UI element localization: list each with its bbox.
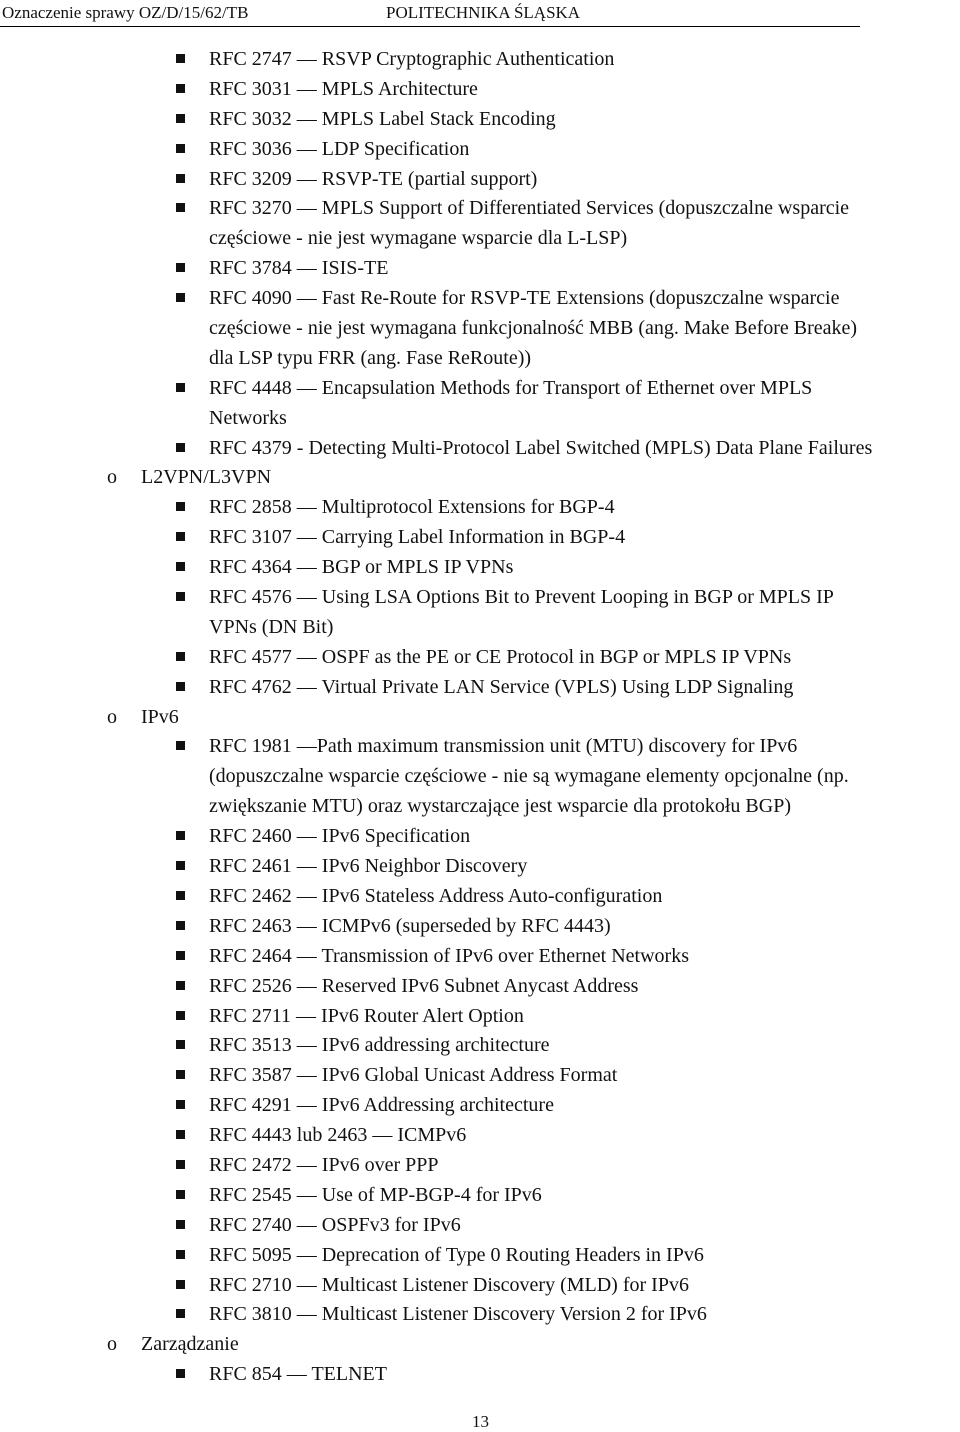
circle-bullet-icon: o bbox=[107, 1333, 117, 1356]
list-item bbox=[0, 1001, 960, 1031]
list-item-text: RFC 3032 — MPLS Label Stack Encoding bbox=[209, 107, 556, 130]
list-item-text: L2VPN/L3VPN bbox=[141, 466, 272, 489]
list-item-text: RFC 3036 — LDP Specification bbox=[209, 137, 470, 160]
list-item-text: zwiększanie MTU) oraz wystarczające jest wsparcie dla protokołu BGP) bbox=[209, 795, 792, 818]
list-item-text: RFC 3810 — Multicast Listener Discovery Version 2 for IPv6 bbox=[209, 1303, 707, 1326]
square-bullet-icon bbox=[176, 1369, 185, 1378]
list-item-text: RFC 4762 — Virtual Private LAN Service (VPLS) Using LDP Signaling bbox=[209, 675, 794, 698]
list-item-text: RFC 4576 — Using LSA Options Bit to Prevent Looping in BGP or MPLS IP bbox=[209, 586, 834, 609]
section-heading bbox=[0, 462, 960, 492]
list-item bbox=[0, 582, 960, 612]
square-bullet-icon bbox=[176, 562, 185, 571]
list-item bbox=[0, 1120, 960, 1150]
square-bullet-icon bbox=[176, 1280, 185, 1289]
list-item-text: RFC 2472 — IPv6 over PPP bbox=[209, 1153, 439, 1176]
list-item bbox=[0, 672, 960, 702]
institution-name: POLITECHNIKA ŚLĄSKA bbox=[386, 3, 581, 22]
list-item bbox=[0, 821, 960, 851]
square-bullet-icon bbox=[176, 1130, 185, 1139]
rfc-list bbox=[0, 44, 960, 1389]
square-bullet-icon bbox=[176, 1011, 185, 1020]
circle-bullet-icon: o bbox=[107, 466, 117, 489]
list-item-text: RFC 3209 — RSVP-TE (partial support) bbox=[209, 167, 538, 190]
list-item bbox=[0, 164, 960, 194]
list-item-text: RFC 3587 — IPv6 Global Unicast Address Format bbox=[209, 1064, 618, 1087]
list-item bbox=[0, 731, 960, 761]
list-item-continuation bbox=[0, 313, 960, 343]
page-number: 13 bbox=[472, 1412, 489, 1431]
square-bullet-icon bbox=[176, 1190, 185, 1199]
list-item bbox=[0, 1299, 960, 1329]
list-item bbox=[0, 193, 960, 223]
page-header bbox=[0, 0, 860, 27]
list-item bbox=[0, 44, 960, 74]
list-item-text: RFC 3031 — MPLS Architecture bbox=[209, 77, 478, 100]
list-item bbox=[0, 134, 960, 164]
list-item-text: Zarządzanie bbox=[141, 1333, 239, 1356]
square-bullet-icon bbox=[176, 84, 185, 93]
square-bullet-icon bbox=[176, 951, 185, 960]
list-item-text: RFC 1981 —Path maximum transmission unit (MTU) discovery for IPv6 bbox=[209, 735, 798, 758]
list-item bbox=[0, 1210, 960, 1240]
list-item bbox=[0, 911, 960, 941]
circle-bullet-icon: o bbox=[107, 705, 117, 728]
list-item bbox=[0, 492, 960, 522]
list-item-text: RFC 3270 — MPLS Support of Differentiated Services (dopuszczalne wsparcie bbox=[209, 197, 850, 220]
list-item bbox=[0, 373, 960, 403]
square-bullet-icon bbox=[176, 443, 185, 452]
square-bullet-icon bbox=[176, 502, 185, 511]
list-item-text: częściowe - nie jest wymagana funkcjonalność MBB (ang. Make Before Breake) bbox=[209, 317, 858, 340]
list-item-text: IPv6 bbox=[141, 705, 179, 728]
list-item bbox=[0, 74, 960, 104]
list-item bbox=[0, 104, 960, 134]
list-item-text: RFC 4090 — Fast Re-Route for RSVP-TE Extensions (dopuszczalne wsparcie bbox=[209, 287, 840, 310]
list-item-text: RFC 2545 — Use of MP-BGP-4 for IPv6 bbox=[209, 1183, 542, 1206]
square-bullet-icon bbox=[176, 741, 185, 750]
list-item-text: RFC 2460 — IPv6 Specification bbox=[209, 825, 471, 848]
square-bullet-icon bbox=[176, 174, 185, 183]
list-item-continuation bbox=[0, 223, 960, 253]
list-item bbox=[0, 253, 960, 283]
square-bullet-icon bbox=[176, 1220, 185, 1229]
list-item bbox=[0, 881, 960, 911]
list-item-text: RFC 3107 — Carrying Label Information in BGP-4 bbox=[209, 526, 626, 549]
list-item-continuation bbox=[0, 612, 960, 642]
list-item-text: RFC 2711 — IPv6 Router Alert Option bbox=[209, 1004, 524, 1027]
square-bullet-icon bbox=[176, 532, 185, 541]
list-item-text: RFC 2461 — IPv6 Neighbor Discovery bbox=[209, 855, 528, 878]
list-item-text: VPNs (DN Bit) bbox=[209, 615, 334, 638]
square-bullet-icon bbox=[176, 682, 185, 691]
square-bullet-icon bbox=[176, 1100, 185, 1109]
square-bullet-icon bbox=[176, 1250, 185, 1259]
section-heading bbox=[0, 1329, 960, 1359]
list-item-text: RFC 3513 — IPv6 addressing architecture bbox=[209, 1034, 550, 1057]
square-bullet-icon bbox=[176, 144, 185, 153]
list-item-text: (dopuszczalne wsparcie częściowe - nie są wymagane elementy opcjonalne (np. bbox=[209, 765, 849, 788]
list-item-text: RFC 2463 — ICMPv6 (superseded by RFC 4443) bbox=[209, 914, 611, 937]
list-item-continuation bbox=[0, 761, 960, 791]
list-item-text: częściowe - nie jest wymagane wsparcie dla L-LSP) bbox=[209, 227, 628, 250]
list-item-text: RFC 2740 — OSPFv3 for IPv6 bbox=[209, 1213, 461, 1236]
list-item-text: RFC 2747 — RSVP Cryptographic Authentication bbox=[209, 48, 615, 70]
list-item bbox=[0, 1359, 960, 1389]
square-bullet-icon bbox=[176, 1070, 185, 1079]
list-item-continuation bbox=[0, 791, 960, 821]
list-item bbox=[0, 522, 960, 552]
list-item bbox=[0, 1090, 960, 1120]
square-bullet-icon bbox=[176, 203, 185, 212]
list-item-text: RFC 4364 — BGP or MPLS IP VPNs bbox=[209, 556, 514, 579]
square-bullet-icon bbox=[176, 652, 185, 661]
list-item bbox=[0, 971, 960, 1001]
list-item-text: RFC 3784 — ISIS-TE bbox=[209, 257, 389, 280]
square-bullet-icon bbox=[176, 831, 185, 840]
square-bullet-icon bbox=[176, 891, 185, 900]
list-item bbox=[0, 642, 960, 672]
document-reference: Oznaczenie sprawy OZ/D/15/62/TB bbox=[2, 3, 249, 22]
list-item bbox=[0, 941, 960, 971]
list-item-text: RFC 2710 — Multicast Listener Discovery (MLD) for IPv6 bbox=[209, 1273, 689, 1296]
square-bullet-icon bbox=[176, 54, 185, 63]
list-item-continuation bbox=[0, 343, 960, 373]
square-bullet-icon bbox=[176, 592, 185, 601]
list-item-continuation bbox=[0, 403, 960, 433]
square-bullet-icon bbox=[176, 921, 185, 930]
list-item bbox=[0, 1060, 960, 1090]
section-heading bbox=[0, 702, 960, 732]
square-bullet-icon bbox=[176, 114, 185, 123]
list-item-text: dla LSP typu FRR (ang. Fase ReRoute)) bbox=[209, 346, 532, 369]
list-item-text: RFC 5095 — Deprecation of Type 0 Routing Headers in IPv6 bbox=[209, 1243, 704, 1266]
list-item-text: RFC 4577 — OSPF as the PE or CE Protocol in BGP or MPLS IP VPNs bbox=[209, 645, 792, 668]
square-bullet-icon bbox=[176, 1040, 185, 1049]
list-item-text: Networks bbox=[209, 406, 287, 429]
list-item-text: RFC 2464 — Transmission of IPv6 over Ethernet Networks bbox=[209, 944, 689, 967]
square-bullet-icon bbox=[176, 293, 185, 302]
list-item-text: RFC 2858 — Multiprotocol Extensions for BGP-4 bbox=[209, 496, 615, 519]
list-item-text: RFC 4443 lub 2463 — ICMPv6 bbox=[209, 1124, 467, 1147]
square-bullet-icon bbox=[176, 861, 185, 870]
square-bullet-icon bbox=[176, 981, 185, 990]
square-bullet-icon bbox=[176, 383, 185, 392]
list-item bbox=[0, 1270, 960, 1300]
list-item bbox=[0, 433, 960, 463]
list-item bbox=[0, 1030, 960, 1060]
list-item-text: RFC 4448 — Encapsulation Methods for Transport of Ethernet over MPLS bbox=[209, 376, 813, 399]
square-bullet-icon bbox=[176, 1160, 185, 1169]
list-item bbox=[0, 1240, 960, 1270]
list-item bbox=[0, 283, 960, 313]
list-item-text: RFC 2462 — IPv6 Stateless Address Auto-configuration bbox=[209, 884, 663, 907]
list-item-text: RFC 4379 - Detecting Multi-Protocol Label Switched (MPLS) Data Plane Failures bbox=[209, 436, 873, 459]
square-bullet-icon bbox=[176, 1309, 185, 1318]
list-item bbox=[0, 851, 960, 881]
list-item bbox=[0, 1150, 960, 1180]
list-item-text: RFC 854 — TELNET bbox=[209, 1363, 387, 1386]
list-item bbox=[0, 1180, 960, 1210]
square-bullet-icon bbox=[176, 263, 185, 272]
list-item bbox=[0, 552, 960, 582]
list-item-text: RFC 2526 — Reserved IPv6 Subnet Anycast Address bbox=[209, 974, 639, 997]
list-item-text: RFC 4291 — IPv6 Addressing architecture bbox=[209, 1094, 554, 1117]
